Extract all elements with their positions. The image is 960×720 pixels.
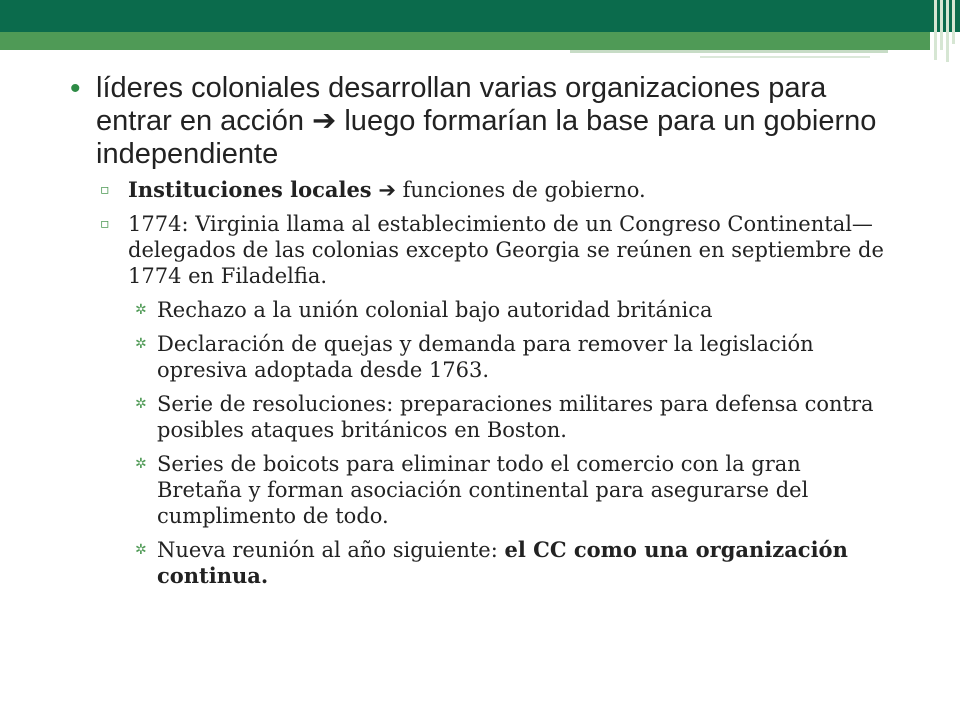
sub-sub-bullet-text: Series de boicots para eliminar todo el comercio con la gran Bretaña y forman asociación continental para asegurarse del cumplimento de todo. [157,452,809,528]
main-bullet [70,72,890,171]
sub-bullet-1-text: ➔ funciones de gobierno. [371,178,646,202]
header-accent-line-2 [700,56,870,58]
sub-sub-bullet-text: Rechazo a la unión colonial bajo autoridad británica [157,298,713,322]
sub-bullet-1-bold: Instituciones locales [128,177,372,202]
sub-bullet-1 [100,177,890,203]
bullet-star-icon: ✲ [135,542,147,558]
sub-sub-bullet-2 [135,331,890,383]
bullet-star-icon: ✲ [135,456,147,472]
bullet-star-icon: ✲ [135,302,147,318]
sub-sub-bullet-text: Serie de resoluciones: preparaciones militares para defensa contra posibles ataques británicos en Boston. [157,392,874,442]
bullet-star-icon: ✲ [135,336,147,352]
bullet-star-icon: ✲ [135,396,147,412]
last-item-bold: el CC como una organización continua. [157,537,848,588]
main-bullet-text: líderes coloniales desarrollan varias organizaciones para entrar en acción ➔ luego formarían la base para un gobierno independiente [96,72,877,170]
bullet-square-icon: ▫ [100,216,110,232]
corner-stripes-decoration [930,0,960,62]
sub-bullet-2-text: 1774: Virginia llama al establecimiento de un Congreso Continental—delegados de las colonias excepto Georgia se reúnen en septiembre de 1774 en Filadelfia. [128,212,884,288]
bullet-square-icon: ▫ [100,182,110,198]
header-bar-dark [0,0,960,32]
sub-sub-bullet-text: Declaración de quejas y demanda para remover la legislación opresiva adoptada desde 1763. [157,332,814,382]
slide-content [70,72,890,597]
last-item-text: Nueva reunión al año siguiente: [157,538,505,562]
bullet-dot-icon: • [70,72,81,105]
header-accent-line [570,50,888,53]
header-bar-light [0,32,930,50]
sub-sub-bullet-5 [135,537,890,589]
sub-sub-bullet-1 [135,297,890,323]
sub-bullet-2 [100,211,890,289]
sub-sub-bullet-3 [135,391,890,443]
sub-sub-bullet-4 [135,451,890,529]
